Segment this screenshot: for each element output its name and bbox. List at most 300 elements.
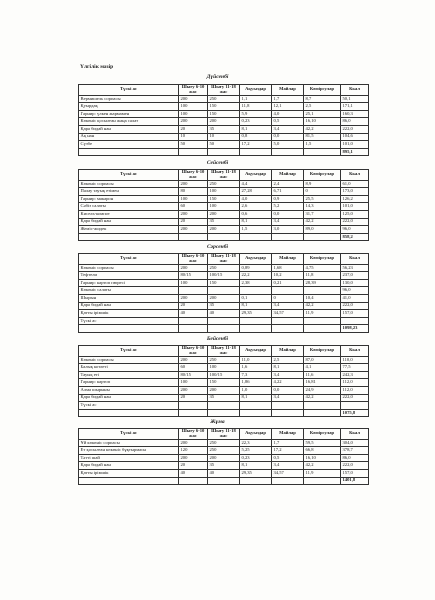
meal-table xyxy=(78,428,369,485)
value-cell: 0,23 xyxy=(240,454,272,462)
dish-name-cell: Қатты ірімшік xyxy=(79,310,179,318)
column-header: Ақуыздар xyxy=(240,85,272,96)
value-cell xyxy=(179,287,208,295)
dish-name-cell: Қатты ірімшік xyxy=(79,470,179,478)
value-cell: 0,0 xyxy=(272,133,304,141)
value-cell: 8,9 xyxy=(304,180,341,188)
total-kcal-cell: 1098,23 xyxy=(341,325,369,333)
column-header: Ккал xyxy=(341,85,369,96)
value-cell: 40 xyxy=(179,310,208,318)
empty-cell xyxy=(272,148,304,156)
empty-cell xyxy=(240,477,272,485)
total-kcal-cell: 1401,8 xyxy=(341,477,369,485)
value-cell xyxy=(304,317,341,325)
value-cell: 100/15 xyxy=(208,272,240,280)
total-row xyxy=(79,477,369,485)
column-header: Майлар xyxy=(272,170,304,181)
value-cell: 42,2 xyxy=(304,462,341,470)
table-row xyxy=(79,454,369,462)
value-cell: 157,0 xyxy=(341,470,369,478)
value-cell xyxy=(208,287,240,295)
table-row xyxy=(79,133,369,141)
value-cell: 0,5 xyxy=(272,454,304,462)
value-cell: 126,2 xyxy=(341,195,369,203)
column-header: Майлар xyxy=(272,429,304,440)
value-cell: 200 xyxy=(179,180,208,188)
value-cell: 200 xyxy=(208,295,240,303)
value-cell: 200 xyxy=(208,387,240,395)
value-cell: 250 xyxy=(208,264,240,272)
value-cell: 1,6 xyxy=(240,364,272,372)
dish-name-cell: Тефтели xyxy=(79,272,179,280)
table-row xyxy=(79,295,369,303)
total-kcal-cell: 858,2 xyxy=(341,233,369,241)
value-cell: 0 xyxy=(304,188,341,196)
value-cell: 5,2 xyxy=(272,203,304,211)
value-cell: 3,4 xyxy=(272,371,304,379)
value-cell: 8,1 xyxy=(272,364,304,372)
value-cell: 200 xyxy=(179,295,208,303)
value-cell: 25,1 xyxy=(304,110,341,118)
value-cell: 0,5 xyxy=(272,118,304,126)
table-row xyxy=(79,394,369,402)
value-cell: 0,1 xyxy=(240,295,272,303)
table-row xyxy=(79,95,369,103)
value-cell: 0,6 xyxy=(240,211,272,219)
value-cell: 120 xyxy=(179,447,208,455)
empty-cell xyxy=(208,325,240,333)
empty-cell xyxy=(304,477,341,485)
dish-name-cell: Түскі ас xyxy=(79,317,179,325)
dish-name-cell: Тәтті шай xyxy=(79,454,179,462)
value-cell: 17,2 xyxy=(272,447,304,455)
value-cell: 1,68 xyxy=(272,264,304,272)
value-cell: 2,38 xyxy=(240,279,272,287)
day-title: Дүйсенбі xyxy=(206,74,229,80)
value-cell: 8,1 xyxy=(240,302,272,310)
dish-name-cell: Ет қосылған көкөніс бұқтырмасы xyxy=(79,447,179,455)
value-cell: 101,0 xyxy=(341,141,369,149)
value-cell: 80 xyxy=(179,188,208,196)
dish-name-cell: Қара бидай нан xyxy=(79,302,179,310)
value-cell: 4,0 xyxy=(272,110,304,118)
dish-name-cell: Ақ нан xyxy=(79,133,179,141)
value-cell: 104,6 xyxy=(341,133,369,141)
value-cell: 4,0 xyxy=(240,195,272,203)
value-cell: 0,0 xyxy=(272,387,304,395)
dish-name-cell: Қара бидай нан xyxy=(79,462,179,470)
meal-table xyxy=(78,84,369,156)
value-cell: 87,0 xyxy=(304,356,341,364)
value-cell: 56,23 xyxy=(341,264,369,272)
value-cell: 0,9 xyxy=(272,195,304,203)
dish-name-cell: Түскі ас xyxy=(79,402,179,410)
value-cell: 100 xyxy=(179,379,208,387)
value-cell xyxy=(179,317,208,325)
value-cell: 11,9 xyxy=(304,470,341,478)
value-cell: 20 xyxy=(179,302,208,310)
table-row xyxy=(79,272,369,280)
value-cell: 5,0 xyxy=(272,141,304,149)
empty-cell xyxy=(79,409,179,417)
table-row xyxy=(79,264,369,272)
value-cell: 35 xyxy=(208,394,240,402)
meal-table xyxy=(78,345,369,417)
meal-table xyxy=(78,169,369,241)
value-cell: 2,5 xyxy=(304,103,341,111)
value-cell: 10,2 xyxy=(272,272,304,280)
value-cell: 150 xyxy=(208,103,240,111)
table-row xyxy=(79,141,369,149)
value-cell: 89,0 xyxy=(304,226,341,234)
column-header: Шығу 11-18 жас xyxy=(208,170,240,181)
value-cell: 130,0 xyxy=(341,279,369,287)
column-header: Көмірсулар xyxy=(304,170,341,181)
day-title: Бейсенбі xyxy=(206,336,229,342)
value-cell: 222,0 xyxy=(341,302,369,310)
value-cell xyxy=(304,402,341,410)
value-cell: 27,28 xyxy=(240,188,272,196)
value-cell: 77,5 xyxy=(341,364,369,372)
column-header: Көмірсулар xyxy=(304,254,341,265)
value-cell: 3,0 xyxy=(272,226,304,234)
value-cell: 200 xyxy=(179,439,208,447)
value-cell: 0,89 xyxy=(240,264,272,272)
value-cell: 200 xyxy=(179,211,208,219)
value-cell: 157,0 xyxy=(341,310,369,318)
value-cell: 100 xyxy=(179,110,208,118)
table-header-row xyxy=(79,254,369,265)
column-header: Шығу 11-18 жас xyxy=(208,85,240,96)
value-cell: 11,8 xyxy=(304,272,341,280)
dish-name-cell: Көкөніс сорпасы xyxy=(79,356,179,364)
value-cell: 242,3 xyxy=(341,371,369,379)
table-row xyxy=(79,364,369,372)
dish-name-cell: Шырын xyxy=(79,295,179,303)
value-cell: 10 xyxy=(179,133,208,141)
value-cell: 1,86 xyxy=(240,379,272,387)
table-row xyxy=(79,402,369,410)
table-row xyxy=(79,188,369,196)
total-kcal-cell: 895,1 xyxy=(341,148,369,156)
value-cell: 14,3 xyxy=(304,203,341,211)
value-cell: 20 xyxy=(179,394,208,402)
column-header: Шығу 11-18 жас xyxy=(208,254,240,265)
empty-cell xyxy=(79,233,179,241)
table-row xyxy=(79,203,369,211)
value-cell: 96,0 xyxy=(341,226,369,234)
dish-name-cell: Гарнир: үлкен жармамен xyxy=(79,110,179,118)
table-row xyxy=(79,302,369,310)
value-cell: 1,1 xyxy=(240,95,272,103)
value-cell: 11,6 xyxy=(304,371,341,379)
value-cell: 100 xyxy=(208,188,240,196)
day-title: Жұма xyxy=(210,419,225,425)
value-cell: 222,0 xyxy=(341,126,369,134)
dish-name-cell: Сүзбе xyxy=(79,141,179,149)
empty-cell xyxy=(179,477,208,485)
value-cell xyxy=(341,317,369,325)
value-cell xyxy=(272,402,304,410)
empty-cell xyxy=(240,409,272,417)
column-header: Ккал xyxy=(341,170,369,181)
value-cell: 3,4 xyxy=(272,126,304,134)
column-header: Ақуыздар xyxy=(240,170,272,181)
table-header-row xyxy=(79,170,369,181)
value-cell: 34,57 xyxy=(272,310,304,318)
value-cell: 16,10 xyxy=(304,454,341,462)
empty-cell xyxy=(179,409,208,417)
dish-name-cell: Ұй көкөніс сорпасы xyxy=(79,439,179,447)
value-cell: 41,0 xyxy=(341,295,369,303)
value-cell: 61,0 xyxy=(341,180,369,188)
table-row xyxy=(79,439,369,447)
column-header: Майлар xyxy=(272,346,304,357)
column-header: Түскі ас xyxy=(79,254,179,265)
column-header: Ақуыздар xyxy=(240,429,272,440)
value-cell: 17,2 xyxy=(240,141,272,149)
total-row xyxy=(79,325,369,333)
value-cell: 150 xyxy=(208,195,240,203)
value-cell: 24,9 xyxy=(304,387,341,395)
value-cell: 31,7 xyxy=(304,211,341,219)
value-cell: 20 xyxy=(179,218,208,226)
table-row xyxy=(79,226,369,234)
value-cell: 110,0 xyxy=(341,356,369,364)
value-cell xyxy=(208,317,240,325)
value-cell: 100 xyxy=(179,195,208,203)
table-row xyxy=(79,218,369,226)
value-cell: 34,57 xyxy=(272,470,304,478)
value-cell: 4,75 xyxy=(304,264,341,272)
value-cell: 0,23 xyxy=(240,118,272,126)
value-cell: 40 xyxy=(208,310,240,318)
value-cell: 1,0 xyxy=(240,387,272,395)
dish-name-cell: Жеміс-жидек xyxy=(79,226,179,234)
column-header: Шығу 11-18 жас xyxy=(208,429,240,440)
column-header: Көмірсулар xyxy=(304,429,341,440)
empty-cell xyxy=(272,409,304,417)
value-cell: 11,8 xyxy=(240,103,272,111)
empty-cell xyxy=(272,325,304,333)
empty-cell xyxy=(179,233,208,241)
value-cell: 22,3 xyxy=(240,439,272,447)
empty-cell xyxy=(208,148,240,156)
value-cell: 200 xyxy=(179,226,208,234)
value-cell: 20 xyxy=(179,462,208,470)
value-cell: 29,35 xyxy=(240,470,272,478)
column-header: Ақуыздар xyxy=(240,254,272,265)
column-header: Шығу 6-10 жас xyxy=(179,346,208,357)
value-cell: 4,22 xyxy=(272,379,304,387)
value-cell: 11,0 xyxy=(240,356,272,364)
table-row xyxy=(79,103,369,111)
table-row xyxy=(79,287,369,295)
value-cell: 304,0 xyxy=(341,439,369,447)
empty-cell xyxy=(179,325,208,333)
value-cell: 0,21 xyxy=(272,279,304,287)
value-cell: 200 xyxy=(179,387,208,395)
value-cell: 8,1 xyxy=(240,126,272,134)
value-cell: 200 xyxy=(208,118,240,126)
value-cell xyxy=(179,402,208,410)
empty-cell xyxy=(304,409,341,417)
dish-name-cell: Палау тауық етімен xyxy=(79,188,179,196)
empty-cell xyxy=(79,148,179,156)
value-cell: 86,0 xyxy=(341,454,369,462)
column-header: Ақуыздар xyxy=(240,346,272,357)
value-cell: 1,5 xyxy=(304,141,341,149)
table-row xyxy=(79,462,369,470)
value-cell: 3,4 xyxy=(272,462,304,470)
value-cell: 66,8 xyxy=(304,447,341,455)
dish-name-cell: Көкөніс сорпасы xyxy=(79,264,179,272)
value-cell: 59,5 xyxy=(304,439,341,447)
table-row xyxy=(79,126,369,134)
value-cell: 8,1 xyxy=(240,462,272,470)
value-cell: 200 xyxy=(179,356,208,364)
value-cell: 40 xyxy=(179,470,208,478)
value-cell: 100 xyxy=(179,103,208,111)
column-header: Көмірсулар xyxy=(304,85,341,96)
value-cell: 16,81 xyxy=(304,379,341,387)
column-header: Шығу 6-10 жас xyxy=(179,254,208,265)
value-cell: 1,7 xyxy=(272,439,304,447)
value-cell xyxy=(272,317,304,325)
empty-cell xyxy=(272,477,304,485)
column-header: Майлар xyxy=(272,85,304,96)
empty-cell xyxy=(304,233,341,241)
table-row xyxy=(79,195,369,203)
value-cell: 160,3 xyxy=(341,110,369,118)
page-title: Үлгілік мәзір xyxy=(80,64,114,70)
value-cell: 125,0 xyxy=(341,211,369,219)
value-cell: 250 xyxy=(208,95,240,103)
table-row xyxy=(79,356,369,364)
value-cell: 0 xyxy=(272,295,304,303)
value-cell: 6,71 xyxy=(272,188,304,196)
value-cell: 150 xyxy=(208,279,240,287)
empty-cell xyxy=(240,148,272,156)
value-cell: 150 xyxy=(208,110,240,118)
value-cell: 200 xyxy=(179,118,208,126)
value-cell: 8,7 xyxy=(304,95,341,103)
table-header-row xyxy=(79,429,369,440)
column-header: Майлар xyxy=(272,254,304,265)
table-row xyxy=(79,211,369,219)
column-header: Түскі ас xyxy=(79,85,179,96)
value-cell: 50 xyxy=(179,141,208,149)
column-header: Түскі ас xyxy=(79,346,179,357)
value-cell: 112,0 xyxy=(341,379,369,387)
column-header: Түскі ас xyxy=(79,170,179,181)
value-cell: 5,9 xyxy=(240,110,272,118)
empty-cell xyxy=(272,233,304,241)
value-cell: 42,2 xyxy=(304,394,341,402)
dish-name-cell: Қара бидай нан xyxy=(79,394,179,402)
value-cell: 2,5 xyxy=(272,356,304,364)
column-header: Түскі ас xyxy=(79,429,179,440)
dish-name-cell: Кисель-компот xyxy=(79,211,179,219)
value-cell: 173,0 xyxy=(341,188,369,196)
value-cell: 35 xyxy=(208,218,240,226)
value-cell: 200 xyxy=(208,211,240,219)
empty-cell xyxy=(304,325,341,333)
dish-name-cell: Сәбіз салаты xyxy=(79,203,179,211)
empty-cell xyxy=(179,148,208,156)
value-cell: 101,0 xyxy=(341,203,369,211)
dish-name-cell: Гарнир: картоп пюресі xyxy=(79,279,179,287)
table-header-row xyxy=(79,85,369,96)
empty-cell xyxy=(208,233,240,241)
value-cell: 378,7 xyxy=(341,447,369,455)
value-cell xyxy=(240,287,272,295)
value-cell: 222,0 xyxy=(341,462,369,470)
total-row xyxy=(79,148,369,156)
table-row xyxy=(79,387,369,395)
value-cell: 8,1 xyxy=(240,394,272,402)
value-cell: 250 xyxy=(208,356,240,364)
empty-cell xyxy=(79,325,179,333)
value-cell: 5,25 xyxy=(240,447,272,455)
value-cell: 25,5 xyxy=(304,195,341,203)
value-cell: 80/15 xyxy=(179,371,208,379)
empty-cell xyxy=(208,409,240,417)
column-header: Шығу 6-10 жас xyxy=(179,170,208,181)
value-cell: 35 xyxy=(208,462,240,470)
value-cell: 100 xyxy=(179,279,208,287)
empty-cell xyxy=(304,148,341,156)
value-cell: 112,0 xyxy=(341,387,369,395)
table-row xyxy=(79,317,369,325)
value-cell: 0,8 xyxy=(240,133,272,141)
value-cell: 200 xyxy=(179,264,208,272)
dish-name-cell: Алма шырыны xyxy=(79,387,179,395)
value-cell: 60 xyxy=(179,203,208,211)
value-cell: 2,6 xyxy=(240,203,272,211)
value-cell: 35 xyxy=(208,302,240,310)
value-cell: 222,0 xyxy=(341,218,369,226)
dish-name-cell: Көкөніс сорпасы xyxy=(79,180,179,188)
value-cell: 96,0 xyxy=(341,287,369,295)
dish-name-cell: Вермишель сорпасы xyxy=(79,95,179,103)
value-cell: 200 xyxy=(179,454,208,462)
value-cell: 81,5 xyxy=(304,133,341,141)
value-cell: 1,5 xyxy=(240,226,272,234)
value-cell: 171,1 xyxy=(341,103,369,111)
value-cell: 10 xyxy=(208,133,240,141)
table-header-row xyxy=(79,346,369,357)
value-cell: 50 xyxy=(208,141,240,149)
table-row xyxy=(79,180,369,188)
total-kcal-cell: 1075,8 xyxy=(341,409,369,417)
table-row xyxy=(79,371,369,379)
value-cell: 7,3 xyxy=(240,371,272,379)
value-cell: 8,1 xyxy=(240,218,272,226)
value-cell: 100 xyxy=(208,364,240,372)
table-row xyxy=(79,279,369,287)
table-row xyxy=(79,470,369,478)
value-cell: 28,39 xyxy=(304,279,341,287)
value-cell: 0,0 xyxy=(272,211,304,219)
dish-name-cell: Көкөніс қосылған жаңа салат xyxy=(79,118,179,126)
value-cell: 80/15 xyxy=(179,272,208,280)
meal-table xyxy=(78,253,369,333)
column-header: Ккал xyxy=(341,429,369,440)
value-cell xyxy=(240,402,272,410)
value-cell xyxy=(304,287,341,295)
column-header: Шығу 6-10 жас xyxy=(179,429,208,440)
